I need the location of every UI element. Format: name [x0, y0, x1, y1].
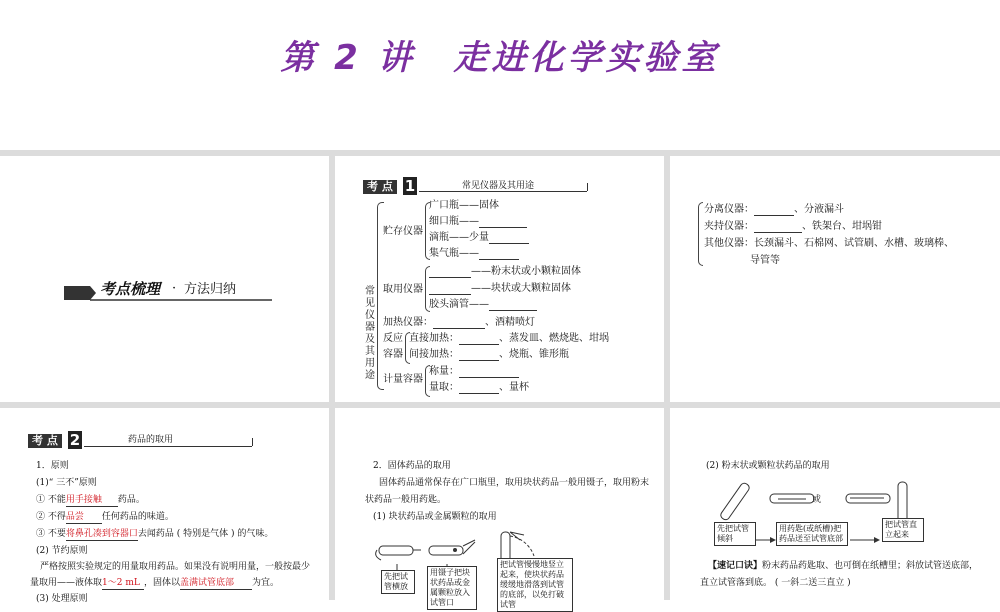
step-box: 把试管直立起来: [882, 518, 924, 542]
react-label: 容器: [383, 349, 403, 360]
text-span: 药品。: [117, 495, 145, 505]
other-brace: [698, 202, 703, 266]
or-label: 或: [812, 495, 822, 505]
kaodian-number: 1: [404, 177, 416, 195]
answer-blank[interactable]: [489, 300, 537, 311]
take-item: 胶头滴管——: [429, 299, 489, 310]
slide-panel-reagents[interactable]: [0, 408, 329, 604]
text-line: 固体药品通常保存在广口瓶里，取用块状药品一般用镊子，取用粉末: [379, 478, 650, 488]
text-line: 严格按照实验规定的用量取用药品。如果没有说明用量，一般按最少: [40, 562, 311, 572]
text-line: (2) 粉末状或颗粒状药品的取用: [706, 461, 830, 471]
text-line: (1) 块状药品或金属颗粒的取用: [373, 512, 497, 522]
measure-label: 计量容器: [383, 374, 423, 385]
react-item: 间接加热：: [409, 349, 459, 360]
react-item: 、蒸发皿、燃烧匙、坩埚: [499, 333, 609, 344]
text-line: (3) 处理原则: [36, 594, 88, 604]
separation-label: 分离仪器：: [704, 204, 754, 215]
answer-blank[interactable]: [479, 217, 527, 228]
slide-panel-instruments-cont[interactable]: [670, 156, 1000, 402]
separation-tail: 、分液漏斗: [794, 204, 844, 215]
text-line: 2．固体药品的取用: [373, 461, 451, 471]
answer-blank[interactable]: [489, 233, 529, 244]
tip-text: 粉末药品药匙取、也可倒在纸槽里；斜放试管送底部，: [762, 561, 979, 571]
other-line: 导管等: [750, 255, 780, 266]
banner-separator: ·: [172, 281, 177, 296]
answer-blank[interactable]: [459, 367, 519, 378]
text-span: ① 不能: [36, 495, 66, 505]
answer-text: 将鼻孔凑到容器口: [65, 529, 138, 539]
measure-item: 量取：: [429, 382, 459, 393]
text-line: 状药品一般用药匙。: [365, 495, 447, 505]
answer-text: 盖满试管底部: [180, 577, 252, 590]
page-title: 第 2 讲 走进化学实验室: [280, 38, 720, 78]
text-span: 量取用——液体取: [30, 578, 103, 588]
text-span: 去闻药品 ( 特别是气体 ) 的气味。: [137, 529, 274, 539]
tip-label: 【速记口诀】: [708, 561, 763, 571]
step-box: 先把试管横放: [381, 570, 415, 594]
text-span: ③ 不要: [36, 529, 66, 539]
answer-text: 1～2 mL: [102, 577, 144, 590]
store-item: 集气瓶——: [429, 248, 479, 259]
slide-panel-summary[interactable]: [0, 156, 329, 402]
text-span: 任何药品的味道。: [101, 512, 174, 522]
answer-text: 用手接触: [66, 494, 118, 507]
store-item: 滴瓶——少量: [429, 232, 489, 243]
take-item: ——块状或大颗粒固体: [471, 283, 571, 294]
other-line: 其他仪器：长颈漏斗、石棉网、试管刷、水槽、玻璃棒、: [704, 238, 954, 249]
text-line: (1)“ 三不”原则: [36, 478, 97, 488]
text-span: ，固体以: [144, 578, 181, 588]
kaodian-number: 2: [69, 431, 81, 449]
banner-arrow-icon: [64, 282, 274, 304]
step-box: 把试管慢慢地竖立起来，使块状药品缓缓地滑落到试管的底部，以免打破试管: [497, 558, 573, 612]
slide-panel-instruments[interactable]: [335, 156, 664, 402]
answer-blank[interactable]: [754, 205, 794, 216]
answer-blank[interactable]: [459, 383, 499, 394]
answer-blank[interactable]: [433, 318, 485, 329]
step-box: 先把试管倾斜: [714, 522, 756, 546]
kaodian-line-end: [252, 438, 253, 446]
answer-blank[interactable]: [754, 222, 802, 233]
kaodian-label: 考 点: [363, 180, 397, 194]
kaodian-underline: [84, 446, 252, 447]
store-item: 细口瓶——: [429, 216, 479, 227]
take-item: ——粉末状或小颗粒固体: [471, 266, 581, 277]
measure-item: 称量：: [429, 366, 459, 377]
clamp-label: 夹持仪器：: [704, 221, 754, 232]
kaodian-line-end: [587, 183, 588, 191]
vertical-category-label: 常见仪器及其用途: [365, 286, 375, 381]
measure-item: 、量杯: [499, 382, 529, 393]
answer-text: 品尝: [66, 511, 102, 524]
answer-blank[interactable]: [479, 249, 519, 260]
slide-panel-solid-reagents[interactable]: [335, 408, 664, 609]
section-heading: 常见仪器及其用途: [462, 181, 535, 191]
store-label: 贮存仪器: [383, 226, 423, 237]
react-label: 反应: [383, 333, 403, 344]
take-label: 取用仪器: [383, 284, 423, 295]
store-item: 广口瓶——固体: [429, 200, 499, 211]
step-box: 用镊子把块状药品或金属颗粒放入试管口: [427, 566, 477, 610]
kaodian-label: 考 点: [28, 434, 62, 448]
clamp-tail: 、铁架台、坩埚钳: [802, 221, 882, 232]
slide-panel-powder-reagents[interactable]: [670, 408, 1000, 600]
section-heading: 药品的取用: [128, 435, 174, 445]
answer-blank[interactable]: [429, 267, 471, 278]
react-item: 、烧瓶、锥形瓶: [499, 349, 569, 360]
answer-blank[interactable]: [429, 284, 471, 295]
react-item: 直接加热：: [409, 333, 459, 344]
text-line: 1．原则: [36, 461, 69, 471]
heat-label: 加热仪器：: [383, 317, 433, 328]
step-box: 用药匙(或纸槽)把药品送至试管底部: [776, 522, 848, 546]
banner-title: 考点梳理: [100, 280, 161, 298]
text-line: (2) 节约原则: [36, 546, 88, 556]
text-span: 为宜。: [252, 578, 280, 588]
answer-blank[interactable]: [459, 334, 499, 345]
heat-tail: 、酒精喷灯: [485, 317, 535, 328]
answer-blank[interactable]: [459, 350, 499, 361]
tip-text: 直立试管落到底。 ( 一斜二送三直立 ): [700, 578, 851, 588]
text-span: ② 不得: [36, 512, 66, 522]
banner-subtitle: 方法归纳: [184, 282, 237, 297]
